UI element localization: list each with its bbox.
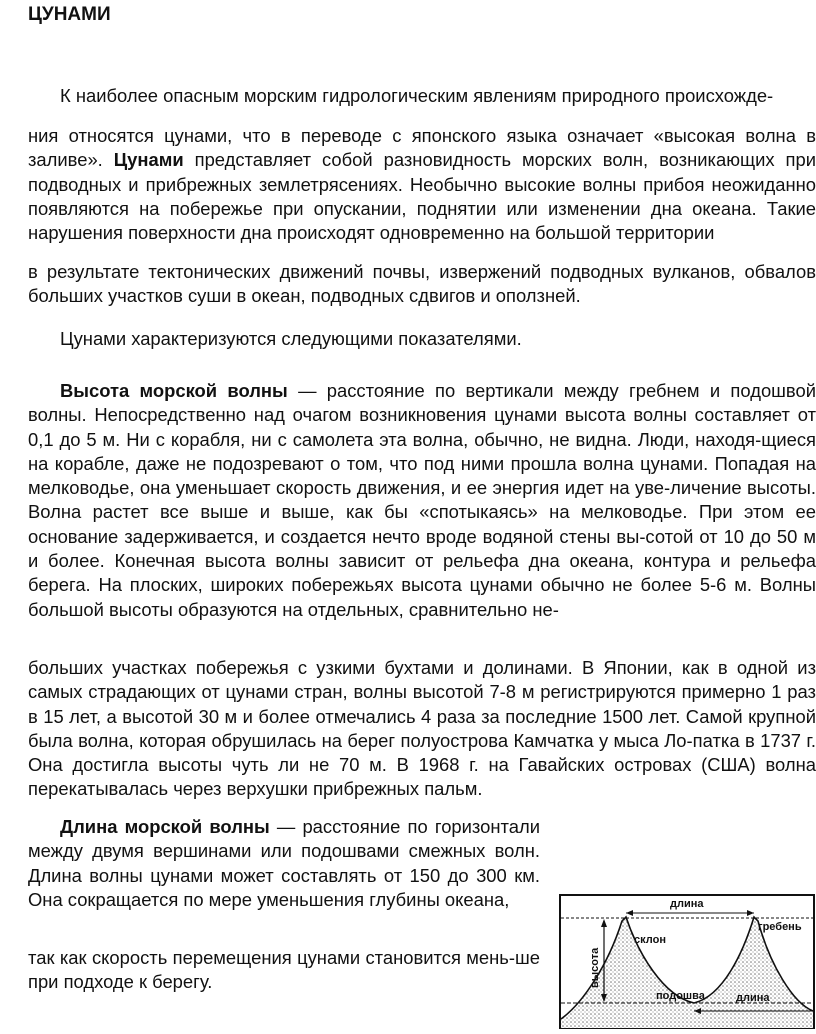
paragraph-text: К наиболее опасным морским гидрологическим явлениям природного происхожде-	[60, 85, 774, 106]
paragraph-japan	[28, 656, 816, 802]
paragraph-wave-height	[28, 379, 816, 622]
paragraph-text: — расстояние по горизонтали между двумя вершинами или подошвами смежных волн. Длина волны цунами может составлять от 150 до 300 км. Она сокращается по мере уменьшения глубины океана,	[28, 816, 540, 910]
paragraph-text: в результате тектонических движений почвы, извержений подводных вулканов, обвалов больших участков суши в океан, подводных сдвигов и оползней.	[28, 261, 816, 307]
term-wave-height: Высота морской волны	[60, 380, 288, 401]
label-slope: склон	[634, 934, 666, 946]
paragraph-indicators	[28, 327, 816, 351]
paragraph-text: так как скорость перемещения цунами становится мень-ше при подходе к берегу.	[28, 947, 540, 993]
paragraph-definition	[28, 124, 816, 245]
paragraph-causes	[28, 260, 816, 309]
paragraph-text: больших участках побережья с узкими бухтами и долинами. В Японии, как в одной из самых страдающих от цунами стран, волны высотой 7-8 м регистрируются примерно 1 раз в 15 лет, а высотой 30 м и более отмечались 4 раза за последние 1500 лет. Самой крупной была волна, которая обрушилась на берег полуострова Камчатка у мыса Ло-патка в 1737 г. Она достигла высоты чуть ли не 70 м. В 1968 г. на Гавайских островах (США) волна перекатывалась через верхушки прибрежных пальм.	[28, 657, 816, 800]
wave-diagram	[558, 893, 816, 1029]
page-title: ЦУНАМИ	[28, 4, 111, 25]
label-length-top: длина	[670, 898, 704, 910]
label-trough: подошва	[656, 990, 705, 1002]
term-wave-length: Длина морской волны	[60, 816, 270, 837]
paragraph-intro-line	[28, 84, 816, 108]
label-length-bottom: длина	[736, 992, 770, 1004]
term-tsunami: Цунами	[113, 149, 184, 171]
wave-diagram-svg	[558, 893, 816, 1029]
label-crest: гребень	[758, 921, 802, 933]
paragraph-speed	[28, 946, 540, 995]
paragraph-text: представляет собой разновидность морских волн, возникающих при подводных и прибрежных землетрясениях. Необычно высокие волны прибоя неожиданно появляются на побережье при опускании, поднятии или изменении дна океана. Такие нарушения поверхности дна происходят одновременно на большой территории	[28, 149, 816, 244]
paragraph-text: Цунами характеризуются следующими показателями.	[60, 328, 522, 349]
paragraph-wave-length	[28, 815, 540, 912]
paragraph-text: ния относятся цунами, что в переводе с японского языка означает «высокая волна в заливе».	[28, 125, 816, 171]
label-height: высота	[589, 947, 601, 988]
paragraph-text: — расстояние по вертикали между гребнем и подошвой волны. Непосредственно над очагом возникновения цунами высота волны составляет от 0,1 до 5 м. Ни с корабля, ни с самолета эта волна, обычно, не видна. Люди, находя-щиеся на корабле, даже не подозревают о том, что под ними прошла волна цунами. Попадая на мелководье, она уменьшает скорость движения, и ее энергия идет на уве-личение высоты. Волна растет все выше и выше, как бы «спотыкаясь» на мелководье. При этом ее основание задерживается, и создается нечто вроде водяной стены вы-сотой от 10 до 50 м и более. Конечная высота волны зависит от рельефа дна океана, контура и рельефа берега. На плоских, широких побережьях высота цунами обычно не более 5-6 м. Волны большой высоты образуются на отдельных, сравнительно не-	[28, 380, 816, 620]
